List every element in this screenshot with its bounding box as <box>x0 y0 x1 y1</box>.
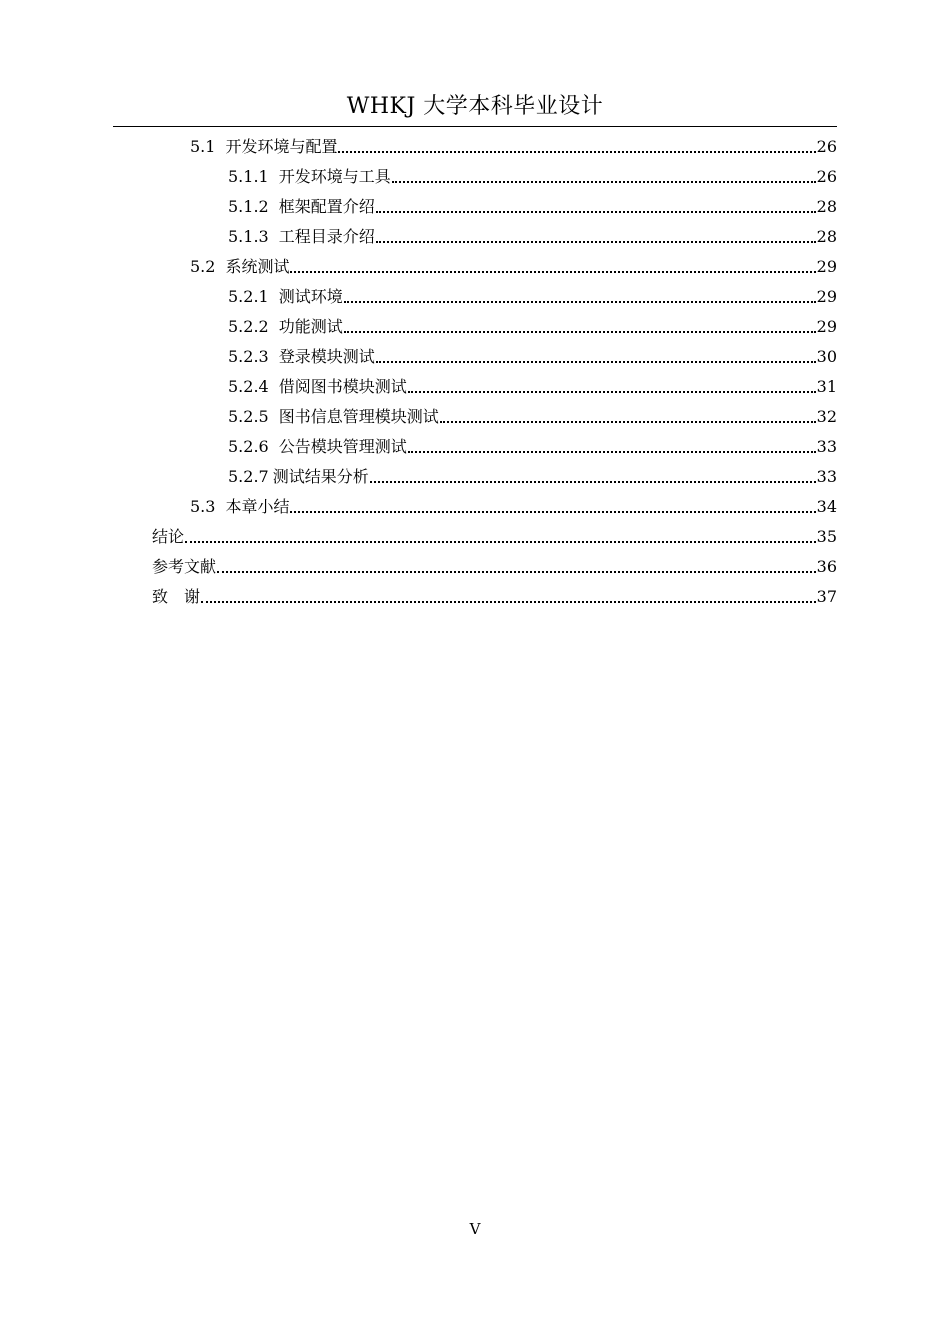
toc-dot-leader <box>217 569 816 573</box>
toc-entry-page: 30 <box>816 347 837 366</box>
toc-entry-title: 公告模块管理测试 <box>278 437 407 456</box>
toc-entry-page: 36 <box>816 557 837 576</box>
toc-entry-page: 35 <box>816 527 837 546</box>
toc-entry-number: 5.2.4 <box>228 377 269 396</box>
toc-entry-title: 结论 <box>152 527 185 546</box>
toc-dot-leader <box>185 539 816 543</box>
toc-entry-title: 工程目录介绍 <box>278 227 375 246</box>
toc-entry-number: 5.2.2 <box>228 317 269 336</box>
toc-entry-title: 图书信息管理模块测试 <box>278 407 439 426</box>
toc-entry-page: 28 <box>816 227 837 246</box>
toc-dot-leader <box>344 329 816 333</box>
toc-entry-number: 5.2.7 <box>228 467 269 486</box>
toc-entry-title: 开发环境与配置 <box>225 137 338 156</box>
toc-entry-number: 5.2.1 <box>228 287 269 306</box>
toc-entry-page: 29 <box>816 317 837 336</box>
toc-entry-page: 26 <box>816 137 837 156</box>
toc-entry[interactable] <box>228 194 837 218</box>
toc-entry-page: 32 <box>816 407 837 426</box>
toc-entry-title: 测试环境 <box>278 287 343 306</box>
toc-entry-page: 31 <box>816 377 837 396</box>
toc-entry[interactable] <box>228 434 837 458</box>
toc-entry-title: 登录模块测试 <box>278 347 375 366</box>
toc-dot-leader <box>408 449 816 453</box>
toc-entry-title: 功能测试 <box>278 317 343 336</box>
toc-entry-page: 29 <box>816 287 837 306</box>
toc-entry-title: 本章小结 <box>225 497 290 516</box>
page-header-title: WHKJ 大学本科毕业设计 <box>346 94 604 119</box>
toc-dot-leader <box>290 509 815 513</box>
toc-entry[interactable] <box>152 554 837 578</box>
toc-entry[interactable] <box>190 254 837 278</box>
toc-entry-page: 29 <box>816 257 837 276</box>
toc-dot-leader <box>370 479 816 483</box>
toc-entry-title: 测试结果分析 <box>272 467 369 486</box>
toc-dot-leader <box>408 389 816 393</box>
toc-entry-number: 5.1 <box>190 137 216 156</box>
toc-entry[interactable] <box>152 524 837 548</box>
toc-entry-page: 26 <box>816 167 837 186</box>
header-divider <box>113 126 837 127</box>
toc-entry[interactable] <box>228 224 837 248</box>
toc-entry-page: 33 <box>816 467 837 486</box>
toc-dot-leader <box>440 419 816 423</box>
toc-entry-title: 框架配置介绍 <box>278 197 375 216</box>
toc-dot-leader <box>376 239 816 243</box>
toc-entry[interactable] <box>228 404 837 428</box>
toc-entry-title: 开发环境与工具 <box>278 167 391 186</box>
toc-dot-leader <box>344 299 816 303</box>
toc-entry[interactable] <box>152 584 837 608</box>
toc-entry[interactable] <box>228 284 837 308</box>
toc-entry[interactable] <box>228 164 837 188</box>
toc-entry-page: 33 <box>816 437 837 456</box>
toc-dot-leader <box>376 209 816 213</box>
toc-entry-number: 5.1.3 <box>228 227 269 246</box>
toc-entry[interactable] <box>228 314 837 338</box>
toc-entry[interactable] <box>228 464 837 488</box>
page-number: V <box>469 1220 481 1238</box>
toc-entry[interactable] <box>228 374 837 398</box>
toc-entry[interactable] <box>228 344 837 368</box>
toc-dot-leader <box>338 149 815 153</box>
toc-entry-page: 28 <box>816 197 837 216</box>
toc-entry-number: 5.1.2 <box>228 197 269 216</box>
toc-entry-title: 借阅图书模块测试 <box>278 377 407 396</box>
toc-entry[interactable] <box>190 494 837 518</box>
toc-dot-leader <box>201 599 816 603</box>
toc-entry-number: 5.1.1 <box>228 167 269 186</box>
toc-entry-number: 5.2.5 <box>228 407 269 426</box>
toc-entry-number: 5.2.6 <box>228 437 269 456</box>
toc-entry-page: 37 <box>816 587 837 606</box>
toc-entry-title: 致 谢 <box>152 587 201 606</box>
toc-entry-page: 34 <box>816 497 837 516</box>
toc-entry-title: 参考文献 <box>152 557 217 576</box>
toc-dot-leader <box>392 179 816 183</box>
toc-dot-leader <box>376 359 816 363</box>
toc-entry-number: 5.2 <box>190 257 216 276</box>
toc-dot-leader <box>290 269 815 273</box>
toc-entry-number: 5.2.3 <box>228 347 269 366</box>
toc-entry-title: 系统测试 <box>225 257 290 276</box>
toc-entry-number: 5.3 <box>190 497 216 516</box>
toc-entry[interactable] <box>190 134 837 158</box>
